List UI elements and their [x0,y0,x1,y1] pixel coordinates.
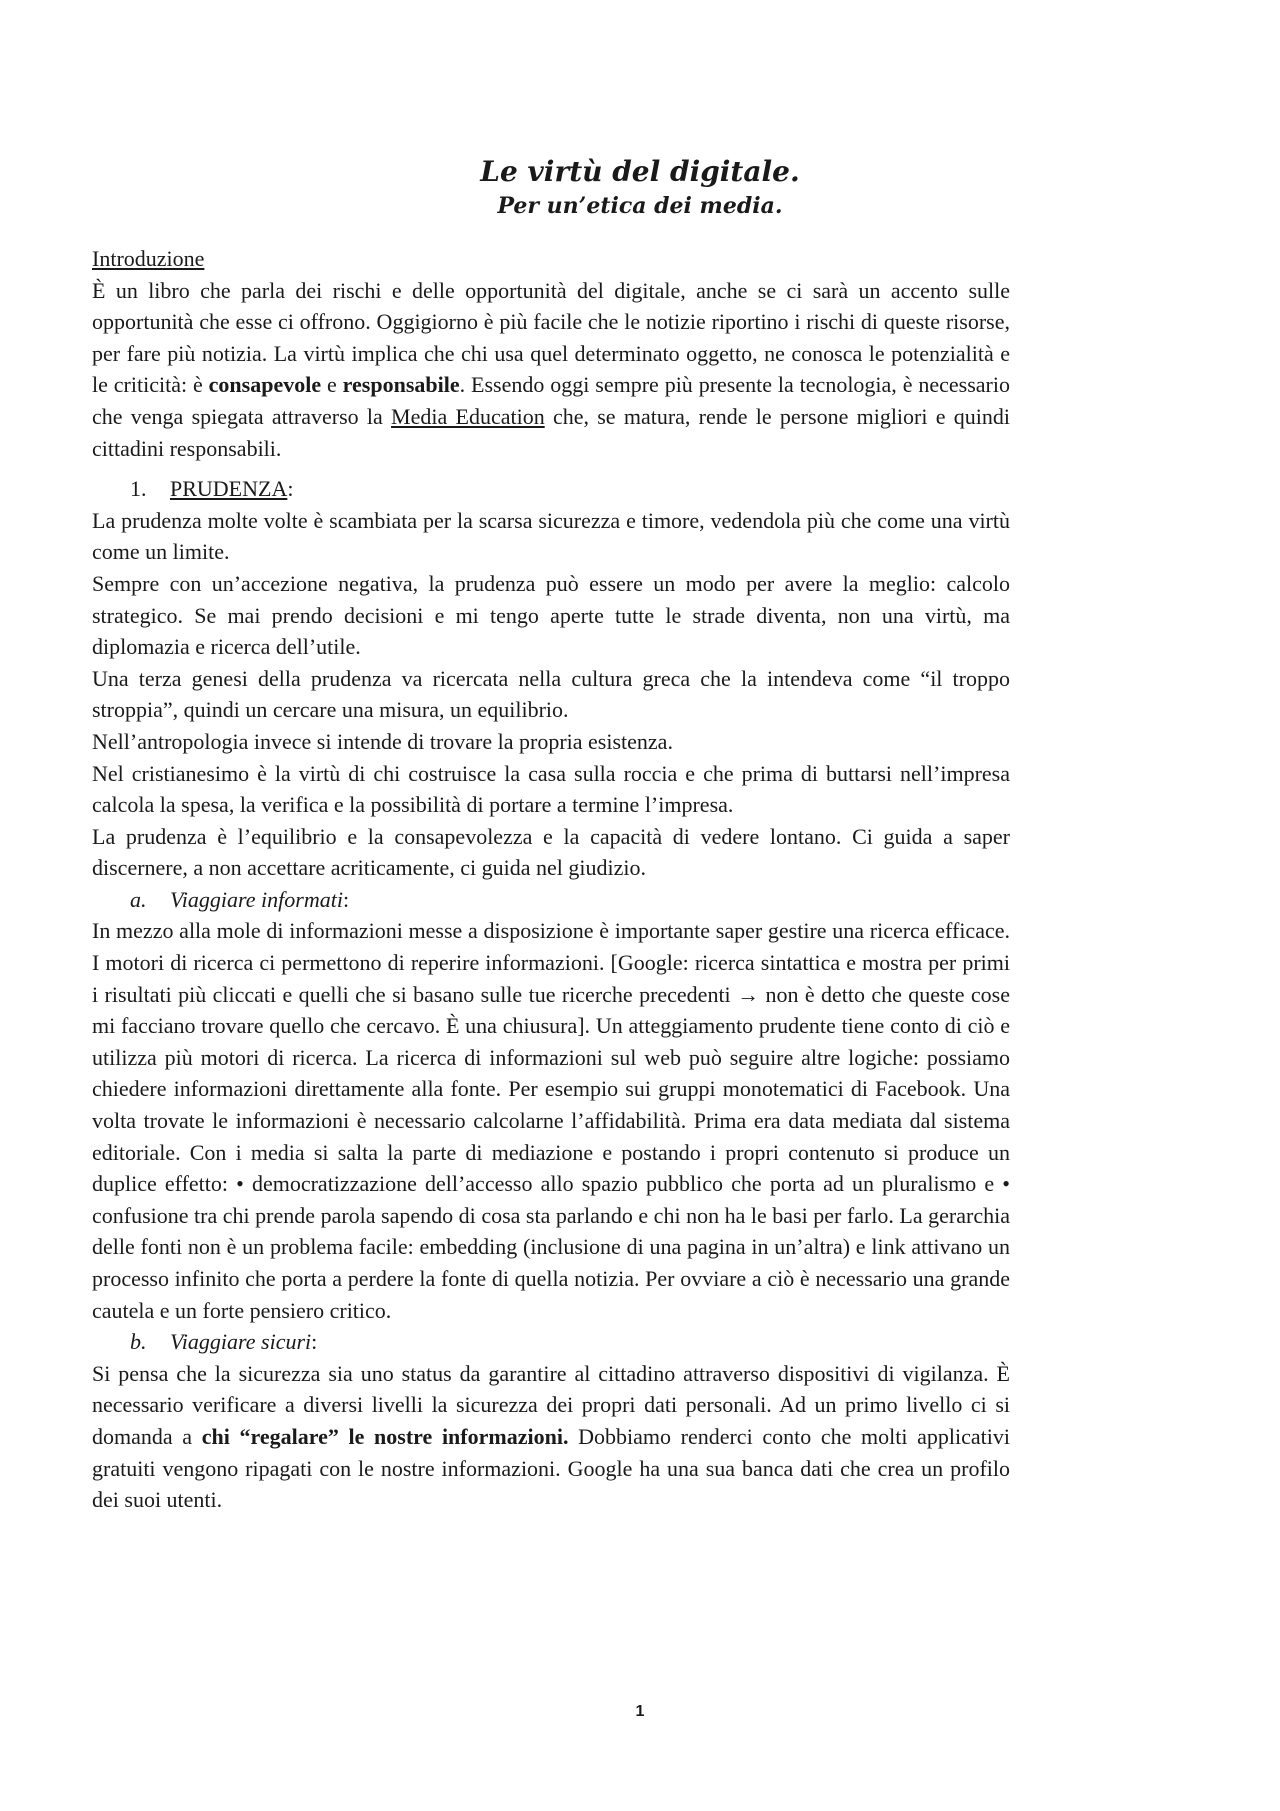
intro-heading-text: Introduzione [92,246,205,271]
subsection-a-heading [92,884,1010,916]
intro-text-2: e [321,372,343,398]
intro-text-4: che, se matura, rende le persone migliori e quindi cittadini responsabili. [92,403,1010,461]
subsection-b-title: Viaggiare sicuri [170,1329,312,1355]
document-title: Le virtù del digitale. [480,155,800,188]
prudenza-paragraph: Una terza genesi della prudenza va ricercata nella cultura greca che la intendeva come “il troppo stroppia”, quindi un cercare una misura, un equilibrio. [92,665,1010,723]
section-1-title: PRUDENZA [170,476,288,502]
section-1-colon: : [287,476,294,502]
media-education-term: Media Education [391,403,545,429]
intro-bold-responsabile: responsabile [342,372,460,398]
prudenza-paragraph: La prudenza è l’equilibrio e la consapevolezza e la capacità di vedere lontano. Ci guida a saper discernere, a non accettare acriticamente, ci guida nel giudizio. [92,823,1010,881]
subsection-a-colon: : [342,886,350,912]
section-1-heading [92,473,1010,505]
intro-heading [92,243,1010,275]
subsection-b-bold: chi “regalare” le nostre informazioni. [201,1423,569,1449]
prudenza-paragraph: Nel cristianesimo è la virtù di chi costruisce la casa sulla roccia e che prima di buttarsi nell’impresa calcola la spesa, la verifica e la possibilità di portare a termine l’impresa. [92,760,1010,818]
subsection-a-paragraph: In mezzo alla mole di informazioni messe a disposizione è importante saper gestire una ricerca efficace. I motori di ricerca ci permettono di reperire informazioni. [Google: ricerca sintattica e mostra per primi i risultati più cliccati e quelli che si basano sulle tue ricerche precedenti → non è detto che queste cose mi facciano trovare quello che cercavo. È una chiusura]. Un atteggiamento prudente tiene conto di ciò e utilizza più motori di ricerca. La ricerca di informazioni sul web può seguire altre logiche: possiamo chiedere informazioni direttamente alla fonte. Per esempio sui gruppi monotematici di Facebook. Una volta trovate le informazioni è necessario calcolarne l’affidabilità. Prima era data mediata dal sistema editoriale. Con i media si salta la parte di mediazione e postando i propri contenuto si produce un duplice effetto: • democratizzazione dell’accesso allo spazio pubblico che porta ad un pluralismo e • confusione tra chi prende parola sapendo di cosa sta parlando e chi non ha le basi per farlo. La gerarchia delle fonti non è un problema facile: embedding (inclusione di una pagina in un’altra) e link attivano un processo infinito che porta a perdere la fonte di quella notizia. Per ovviare a ciò è necessario una grande cautela e un forte pensiero critico. [92,918,1010,1323]
intro-text-3: . Essendo oggi sempre più presente la tecnologia, è necessario che venga spiegata attraverso la [92,372,1010,429]
subsection-b-paragraph [92,1358,1010,1516]
subsection-b-text-1: Si pensa che la sicurezza sia uno status da garantire al cittadino attraverso dispositivi di vigilanza. È necessario verificare a diversi livelli la sicurezza dei propri dati personali. Ad un primo livello ci si domanda a [92,1360,1010,1449]
subsection-b-colon: : [311,1329,318,1355]
page-number: 1 [635,1703,645,1720]
subsection-b-heading [92,1326,1010,1358]
subsection-a-title: Viaggiare informati [170,886,343,912]
document-subtitle: Per un’etica dei media. [497,193,783,219]
intro-bold-consapevole: consapevole [208,372,322,398]
prudenza-paragraph: Nell’antropologia invece si intende di trovare la propria esistenza. [92,728,673,754]
intro-text-1: È un libro che parla dei rischi e delle opportunità del digitale, anche se ci sarà un accento sulle opportunità che esse ci offrono. Oggigiorno è più facile che le notizie riportino i rischi di queste risorse, per fare più notizia. La virtù implica che chi usa quel determinato oggetto, ne conosca le potenzialità e le criticità: è [92,277,1010,398]
prudenza-paragraph: La prudenza molte volte è scambiata per la scarsa sicurezza e timore, vedendola più che come una virtù come un limite. [92,507,1010,565]
prudenza-paragraph: Sempre con un’accezione negativa, la prudenza può essere un modo per avere la meglio: calcolo strategico. Se mai prendo decisioni e mi tengo aperte tutte le strade diventa, non una virtù, ma diplomazia e ricerca dell’utile. [92,570,1010,660]
subsection-a-letter: a. [130,886,147,912]
subsection-b-text-2: Dobbiamo renderci conto che molti applicativi gratuiti vengono ripagati con le nostre informazioni. Google ha una sua banca dati che crea un profilo dei suoi utenti. [92,1423,1010,1513]
title-block [0,154,1280,222]
document-body [92,243,1010,1516]
subsection-b-letter: b. [130,1329,147,1355]
intro-paragraph [92,275,1010,465]
section-1-number: 1. [130,476,147,502]
